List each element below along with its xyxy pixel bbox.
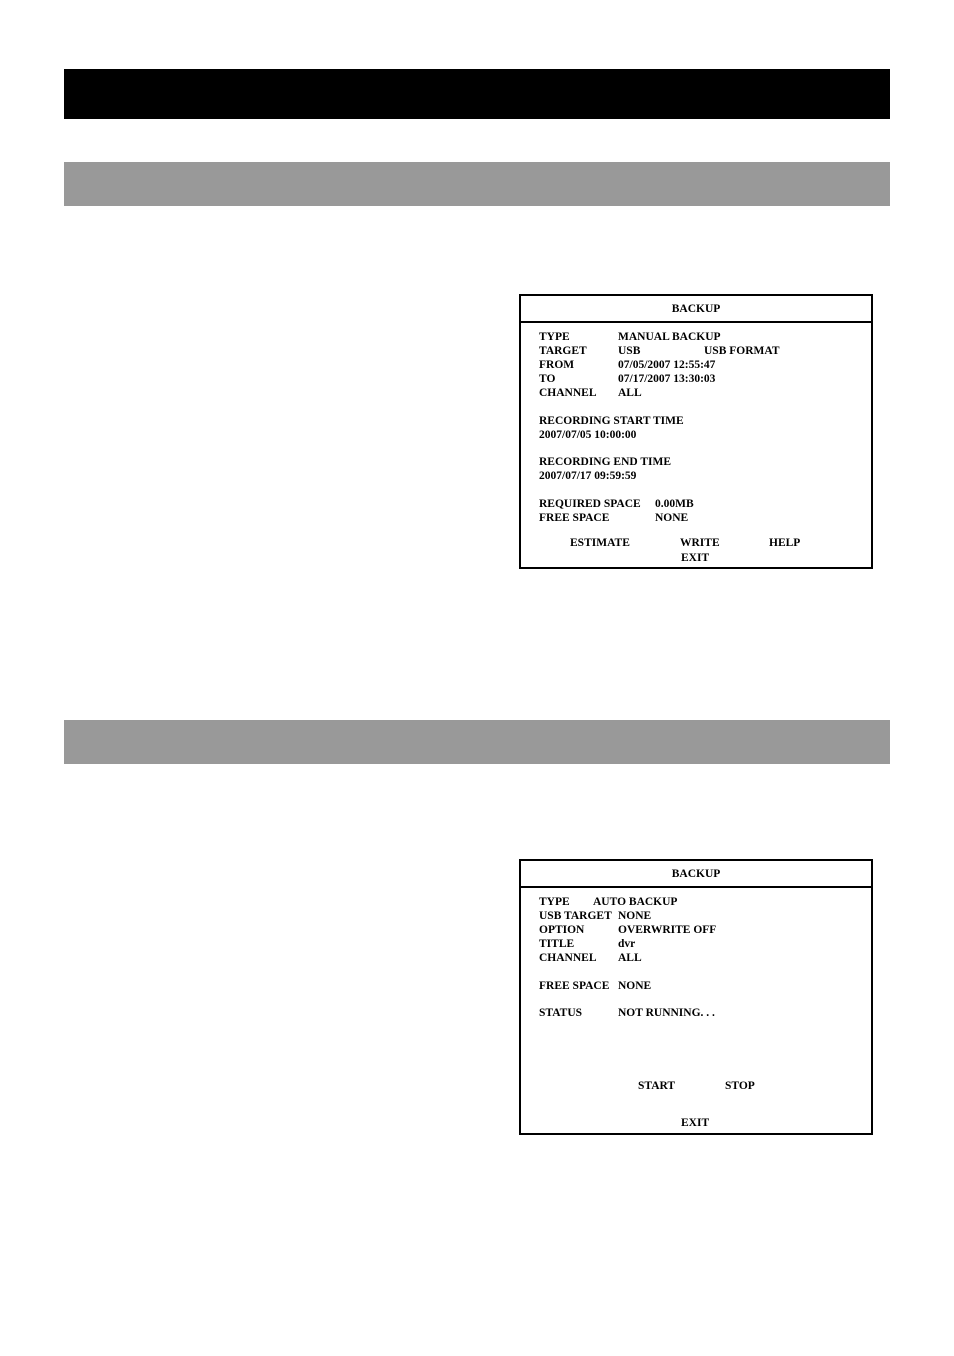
screen-title: BACKUP: [521, 861, 871, 888]
auto-backup-screen: [519, 859, 873, 1135]
screen-title: BACKUP: [521, 296, 871, 323]
exit-button[interactable]: EXIT: [681, 1117, 710, 1129]
target-label: TARGET: [539, 345, 587, 357]
channel-value[interactable]: ALL: [618, 952, 642, 964]
usb-format-button[interactable]: USB FORMAT: [704, 345, 780, 357]
status-value: NOT RUNNING. . .: [618, 1007, 715, 1019]
recording-start-value: 2007/07/05 10:00:00: [539, 429, 637, 441]
usb-target-value[interactable]: NONE: [618, 910, 652, 922]
type-label: TYPE: [539, 331, 570, 343]
chapter-header-bar: [64, 69, 890, 119]
section-header-bar-auto: [64, 720, 890, 764]
free-space-value: NONE: [655, 512, 689, 524]
channel-label: CHANNEL: [539, 952, 597, 964]
recording-start-label: RECORDING START TIME: [539, 415, 684, 427]
required-space-value: 0.00MB: [655, 498, 694, 510]
free-space-label: FREE SPACE: [539, 980, 610, 992]
write-button[interactable]: WRITE: [680, 537, 720, 549]
channel-value[interactable]: ALL: [618, 387, 642, 399]
estimate-button[interactable]: ESTIMATE: [570, 537, 630, 549]
start-button[interactable]: START: [638, 1080, 676, 1092]
from-label: FROM: [539, 359, 575, 371]
exit-button[interactable]: EXIT: [681, 552, 710, 564]
stop-button[interactable]: STOP: [725, 1080, 755, 1092]
manual-backup-screen: [519, 294, 873, 569]
channel-label: CHANNEL: [539, 387, 597, 399]
to-label: TO: [539, 373, 556, 385]
required-space-label: REQUIRED SPACE: [539, 498, 641, 510]
option-value[interactable]: OVERWRITE OFF: [618, 924, 717, 936]
title-value[interactable]: dvr: [618, 938, 636, 950]
free-space-value: NONE: [618, 980, 652, 992]
target-value[interactable]: USB: [618, 345, 641, 357]
to-value[interactable]: 07/17/2007 13:30:03: [618, 373, 716, 385]
type-value[interactable]: MANUAL BACKUP: [618, 331, 721, 343]
help-button[interactable]: HELP: [769, 537, 801, 549]
type-value[interactable]: AUTO BACKUP: [593, 896, 678, 908]
title-label: TITLE: [539, 938, 575, 950]
usb-target-label: USB TARGET: [539, 910, 612, 922]
recording-end-value: 2007/07/17 09:59:59: [539, 470, 637, 482]
recording-end-label: RECORDING END TIME: [539, 456, 672, 468]
free-space-label: FREE SPACE: [539, 512, 610, 524]
section-header-bar-manual: [64, 162, 890, 206]
type-label: TYPE: [539, 896, 570, 908]
status-label: STATUS: [539, 1007, 583, 1019]
from-value[interactable]: 07/05/2007 12:55:47: [618, 359, 716, 371]
option-label: OPTION: [539, 924, 585, 936]
